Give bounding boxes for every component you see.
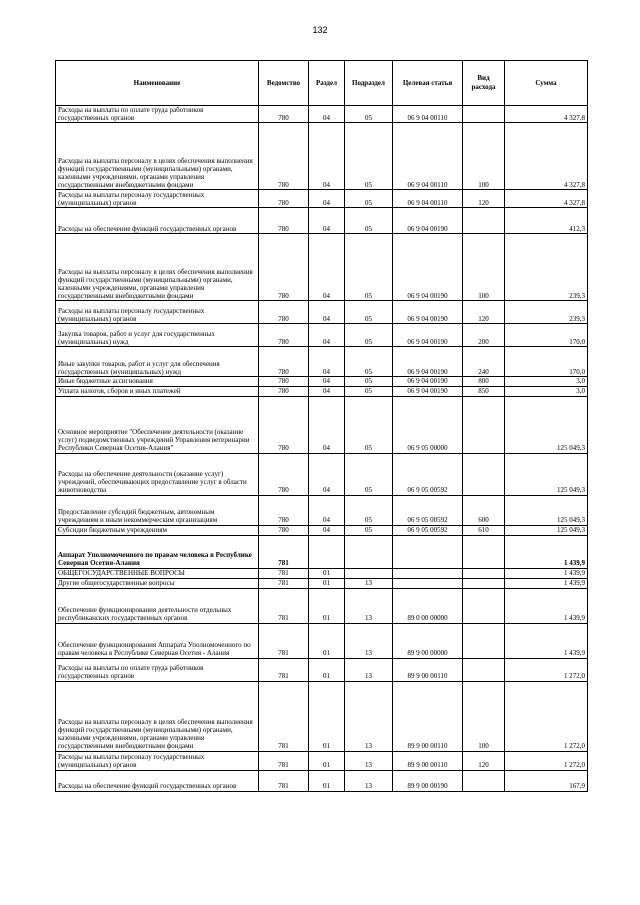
cell-target-article: 06 9 04 00190: [393, 324, 463, 347]
cell-sum: 125 049,3: [505, 396, 588, 453]
cell-target-article: 06 9 04 00110: [393, 123, 463, 190]
cell-target-article: 89 9 00 00190: [393, 770, 463, 791]
cell-vedomstvo: 780: [259, 123, 309, 190]
header-razdel: Раздел: [309, 61, 345, 106]
cell-expense-type: 100: [463, 681, 505, 751]
table-row: [56, 377, 588, 386]
cell-name: Расходы на обеспечение функций государственных органов: [56, 770, 259, 791]
cell-target-article: 06 9 04 00190: [393, 301, 463, 324]
table-row: [56, 568, 588, 578]
cell-vedomstvo: 781: [259, 535, 309, 568]
cell-expense-type: [463, 658, 505, 681]
cell-name: Расходы на выплаты по оплате труда работников государственных органов: [56, 658, 259, 681]
cell-expense-type: [463, 568, 505, 578]
cell-name: Уплата налогов, сборов и иных платежей: [56, 386, 259, 396]
cell-podrazdel: 05: [345, 396, 393, 453]
cell-name: Аппарат Уполномоченного по правам человека в Республике Северная Осетия-Алания: [56, 535, 259, 568]
cell-podrazdel: 05: [345, 301, 393, 324]
cell-podrazdel: [345, 535, 393, 568]
cell-target-article: [393, 568, 463, 578]
cell-vedomstvo: 781: [259, 751, 309, 770]
cell-podrazdel: 05: [345, 453, 393, 495]
cell-sum: 239,3: [505, 301, 588, 324]
cell-target-article: 89 9 00 00110: [393, 658, 463, 681]
cell-vedomstvo: 780: [259, 301, 309, 324]
cell-name: Расходы на выплаты персоналу в целях обеспечения выполнения функций государственными (муниципальными) органами, казенными учреждениями, органами управления государственными внебюджетными фондами: [56, 123, 259, 190]
cell-sum: 1 439,9: [505, 535, 588, 568]
cell-vedomstvo: 781: [259, 681, 309, 751]
cell-sum: 125 049,3: [505, 495, 588, 525]
table-row: [56, 347, 588, 377]
table-row: [56, 396, 588, 453]
cell-name: Расходы на обеспечение деятельности (оказание услуг) учреждений, обеспечивающих предоставление услуг в области животноводства: [56, 453, 259, 495]
cell-vedomstvo: 780: [259, 106, 309, 123]
cell-target-article: 06 9 04 00190: [393, 208, 463, 234]
cell-podrazdel: 13: [345, 578, 393, 588]
cell-podrazdel: 13: [345, 770, 393, 791]
cell-sum: 1 439,9: [505, 588, 588, 623]
cell-name: Предоставление субсидий бюджетным, автономным учреждениям и иным некоммерческим организациям: [56, 495, 259, 525]
cell-target-article: 06 9 05 00000: [393, 396, 463, 453]
cell-razdel: 04: [309, 301, 345, 324]
cell-expense-type: [463, 623, 505, 658]
cell-podrazdel: 05: [345, 386, 393, 396]
cell-target-article: 06 9 05 00592: [393, 495, 463, 525]
cell-vedomstvo: 780: [259, 453, 309, 495]
table-row: [56, 495, 588, 525]
cell-podrazdel: 05: [345, 347, 393, 377]
cell-expense-type: [463, 588, 505, 623]
cell-name: Расходы на выплаты персоналу в целях обеспечения выполнения функций государственными (муниципальными) органами, казенными учреждениями, органами управления государственными внебюджетными фондами: [56, 234, 259, 301]
cell-name: Расходы на выплаты персоналу в целях обеспечения выполнения функций государственными (муниципальными) органами, казенными учреждениями, органами управления государственными внебюджетными фондами: [56, 681, 259, 751]
table-row: [56, 190, 588, 208]
cell-razdel: 04: [309, 377, 345, 386]
cell-target-article: [393, 535, 463, 568]
cell-sum: 4 327,8: [505, 190, 588, 208]
table-row: [56, 578, 588, 588]
cell-podrazdel: 05: [345, 190, 393, 208]
cell-vedomstvo: 781: [259, 623, 309, 658]
cell-vedomstvo: 781: [259, 588, 309, 623]
cell-expense-type: 120: [463, 301, 505, 324]
cell-name: Другие общегосударственные вопросы: [56, 578, 259, 588]
cell-sum: 125 049,3: [505, 453, 588, 495]
cell-expense-type: 600: [463, 495, 505, 525]
budget-table: [55, 60, 588, 792]
header-podrazdel: Подраздел: [345, 61, 393, 106]
cell-name: Расходы на выплаты персоналу государственных (муниципальных) органов: [56, 190, 259, 208]
cell-vedomstvo: 780: [259, 324, 309, 347]
cell-expense-type: [463, 453, 505, 495]
table-row: [56, 324, 588, 347]
cell-razdel: 04: [309, 453, 345, 495]
table-row: [56, 208, 588, 234]
cell-target-article: 89 9 00 00110: [393, 681, 463, 751]
cell-vedomstvo: 780: [259, 347, 309, 377]
cell-razdel: 04: [309, 234, 345, 301]
cell-podrazdel: 05: [345, 324, 393, 347]
cell-sum: 1 272,0: [505, 681, 588, 751]
table-row: [56, 623, 588, 658]
cell-vedomstvo: 780: [259, 234, 309, 301]
cell-sum: 1 439,9: [505, 623, 588, 658]
cell-podrazdel: 13: [345, 751, 393, 770]
cell-expense-type: [463, 770, 505, 791]
cell-podrazdel: 05: [345, 377, 393, 386]
cell-expense-type: 800: [463, 377, 505, 386]
cell-expense-type: 610: [463, 525, 505, 535]
cell-vedomstvo: 781: [259, 658, 309, 681]
cell-podrazdel: [345, 568, 393, 578]
table-header-row: [56, 61, 588, 106]
cell-sum: 412,3: [505, 208, 588, 234]
table-row: [56, 301, 588, 324]
cell-sum: 1 439,9: [505, 568, 588, 578]
cell-razdel: 04: [309, 190, 345, 208]
cell-expense-type: [463, 208, 505, 234]
cell-razdel: 04: [309, 123, 345, 190]
cell-podrazdel: 13: [345, 658, 393, 681]
cell-target-article: 06 9 04 00190: [393, 234, 463, 301]
cell-target-article: [393, 578, 463, 588]
cell-expense-type: 100: [463, 123, 505, 190]
cell-sum: 239,3: [505, 234, 588, 301]
cell-razdel: 01: [309, 658, 345, 681]
cell-expense-type: 200: [463, 324, 505, 347]
cell-target-article: 06 9 04 00190: [393, 347, 463, 377]
cell-vedomstvo: 781: [259, 578, 309, 588]
table-row: [56, 234, 588, 301]
cell-razdel: 04: [309, 386, 345, 396]
cell-podrazdel: 05: [345, 234, 393, 301]
table-row: [56, 123, 588, 190]
cell-razdel: 01: [309, 770, 345, 791]
cell-sum: 170,0: [505, 347, 588, 377]
cell-name: Субсидии бюджетным учреждениям: [56, 525, 259, 535]
cell-name: Расходы на выплаты по оплате труда работников государственных органов: [56, 106, 259, 123]
cell-sum: 4 327,8: [505, 123, 588, 190]
cell-target-article: 89 0 00 00000: [393, 588, 463, 623]
table-row: [56, 588, 588, 623]
page-number: 132: [312, 25, 328, 35]
cell-name: Расходы на обеспечение функций государственных органов: [56, 208, 259, 234]
cell-expense-type: [463, 396, 505, 453]
cell-vedomstvo: 781: [259, 770, 309, 791]
cell-expense-type: 100: [463, 234, 505, 301]
cell-name: Расходы на выплаты персоналу государственных (муниципальных) органов: [56, 301, 259, 324]
cell-expense-type: 240: [463, 347, 505, 377]
cell-target-article: 06 9 04 00110: [393, 190, 463, 208]
header-target-article: Целевая статья: [393, 61, 463, 106]
cell-sum: 3,0: [505, 377, 588, 386]
cell-name: Иные бюджетные ассигнования: [56, 377, 259, 386]
cell-razdel: 01: [309, 568, 345, 578]
cell-razdel: 01: [309, 578, 345, 588]
cell-expense-type: 850: [463, 386, 505, 396]
cell-vedomstvo: 780: [259, 396, 309, 453]
cell-expense-type: 120: [463, 190, 505, 208]
cell-podrazdel: 13: [345, 681, 393, 751]
table-row: [56, 106, 588, 123]
cell-vedomstvo: 780: [259, 386, 309, 396]
cell-sum: 3,0: [505, 386, 588, 396]
cell-podrazdel: 05: [345, 106, 393, 123]
cell-target-article: 06 9 04 00190: [393, 377, 463, 386]
cell-razdel: 04: [309, 347, 345, 377]
cell-expense-type: [463, 535, 505, 568]
cell-vedomstvo: 780: [259, 190, 309, 208]
table-row: [56, 681, 588, 751]
cell-razdel: 04: [309, 106, 345, 123]
cell-razdel: 04: [309, 396, 345, 453]
cell-sum: 1 272,0: [505, 751, 588, 770]
cell-name: Иные закупки товаров, работ и услуг для обеспечения государственных (муниципальных) нужд: [56, 347, 259, 377]
table-row: [56, 525, 588, 535]
cell-razdel: 04: [309, 208, 345, 234]
cell-name: Обеспечение функционирования Аппарата Уполномоченного по правам человека в Республике Северная Осетия - Алания: [56, 623, 259, 658]
cell-target-article: 06 9 04 00190: [393, 386, 463, 396]
cell-podrazdel: 05: [345, 208, 393, 234]
cell-vedomstvo: 781: [259, 568, 309, 578]
cell-razdel: 04: [309, 324, 345, 347]
cell-name: Закупка товаров, работ и услуг для государственных (муниципальных) нужд: [56, 324, 259, 347]
table-row: [56, 453, 588, 495]
cell-name: Расходы на выплаты персоналу государственных (муниципальных) органов: [56, 751, 259, 770]
cell-expense-type: [463, 578, 505, 588]
cell-sum: 170,0: [505, 324, 588, 347]
cell-podrazdel: 13: [345, 623, 393, 658]
cell-razdel: 01: [309, 588, 345, 623]
cell-expense-type: [463, 106, 505, 123]
cell-vedomstvo: 780: [259, 525, 309, 535]
cell-podrazdel: 05: [345, 525, 393, 535]
cell-name: ОБЩЕГОСУДАРСТВЕННЫЕ ВОПРОСЫ: [56, 568, 259, 578]
cell-vedomstvo: 780: [259, 208, 309, 234]
cell-target-article: 89 9 00 00110: [393, 751, 463, 770]
cell-razdel: [309, 535, 345, 568]
cell-vedomstvo: 780: [259, 377, 309, 386]
cell-podrazdel: 05: [345, 495, 393, 525]
cell-razdel: 01: [309, 681, 345, 751]
cell-razdel: 01: [309, 751, 345, 770]
cell-vedomstvo: 780: [259, 495, 309, 525]
cell-expense-type: 120: [463, 751, 505, 770]
cell-name: Основное мероприятие "Обеспечение деятельности (оказание услуг) подведомственных учреждений Управления ветеринарии Республики Северная Осетия-Алания": [56, 396, 259, 453]
cell-name: Обеспечение функционирования деятельности отдельных республиканских государственных органов: [56, 588, 259, 623]
table-row: [56, 386, 588, 396]
header-sum: Сумма: [505, 61, 588, 106]
table-row: [56, 535, 588, 568]
cell-razdel: 01: [309, 623, 345, 658]
cell-target-article: 89 9 00 00000: [393, 623, 463, 658]
cell-razdel: 04: [309, 495, 345, 525]
header-expense-type: Вид расхода: [463, 61, 505, 106]
cell-sum: 167,9: [505, 770, 588, 791]
cell-sum: 125 049,3: [505, 525, 588, 535]
cell-target-article: 06 9 05 00592: [393, 453, 463, 495]
table-row: [56, 658, 588, 681]
header-name: Наименование: [56, 61, 259, 106]
table-row: [56, 770, 588, 791]
cell-podrazdel: 05: [345, 123, 393, 190]
header-vedomstvo: Ведомство: [259, 61, 309, 106]
cell-razdel: 04: [309, 525, 345, 535]
cell-sum: 1 439,9: [505, 578, 588, 588]
cell-target-article: 06 9 05 00592: [393, 525, 463, 535]
cell-podrazdel: 13: [345, 588, 393, 623]
cell-sum: 1 272,0: [505, 658, 588, 681]
cell-sum: 4 327,8: [505, 106, 588, 123]
cell-target-article: 06 9 04 00110: [393, 106, 463, 123]
table-row: [56, 751, 588, 770]
